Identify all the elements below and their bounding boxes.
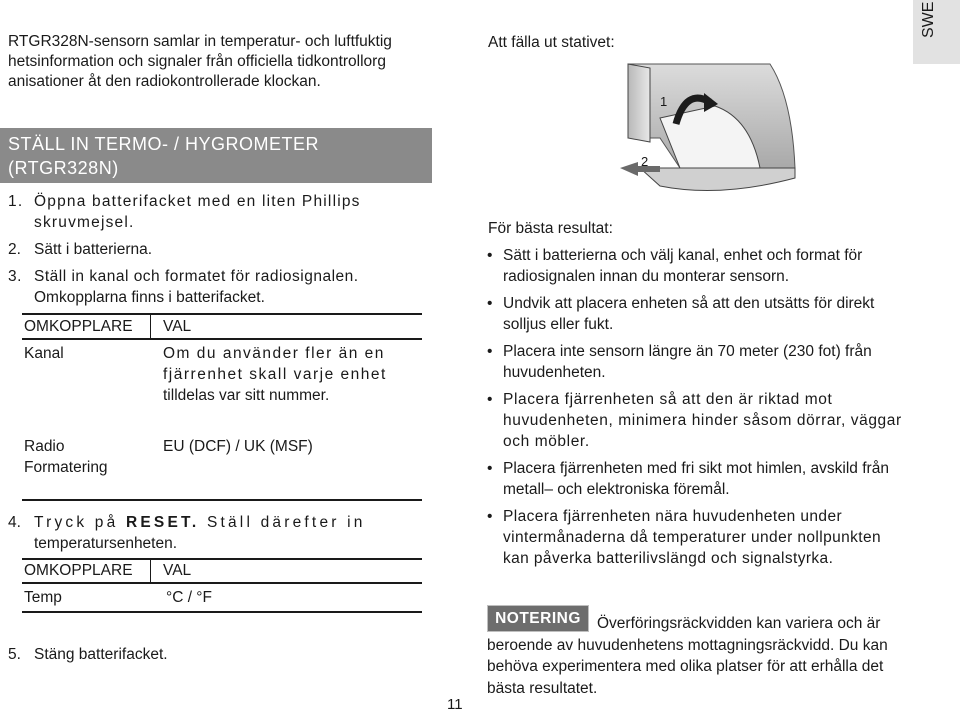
list-item-text: Sätt i batterierna och välj kanal, enhet och format för radiosignalen innan du monterar sensorn. [503, 247, 863, 285]
table1-header-divider [150, 313, 151, 339]
step-text: skruvmejsel. [34, 214, 135, 231]
table-cell-text: Formatering [24, 459, 108, 476]
table1-col2-header: VAL [163, 318, 192, 335]
step-2 [8, 239, 428, 260]
bullet-icon: • [487, 508, 493, 525]
list-item [487, 458, 907, 500]
stand-heading: Att fälla ut stativet: [488, 34, 615, 51]
table2-top-rule [22, 558, 422, 560]
list-item [487, 506, 907, 569]
list-item [487, 389, 907, 452]
step-text: Stäng batterifacket. [34, 646, 168, 663]
step-text: Sätt i batterierna. [34, 241, 153, 258]
table1-row1-label: Kanal [24, 345, 64, 362]
step-number: 1. [8, 193, 24, 210]
table2-header-rule [22, 582, 422, 584]
page-number: 11 [447, 696, 463, 713]
table-cell-text: Radio [24, 438, 65, 455]
best-results-heading: För bästa resultat: [488, 220, 613, 237]
table1-row2-label [24, 436, 108, 478]
step-1 [8, 191, 428, 233]
list-item-text: Placera fjärrenheten med fri sikt mot himlen, avskild från metall– och elektroniska föremål. [503, 460, 889, 498]
figure-label-2: 2 [641, 154, 649, 169]
list-item-text: Placera fjärrenheten nära huvudenheten under vintermånaderna då temperaturer under nollpunkten kan påverka batterilivslängd och signalstyrka. [503, 508, 882, 567]
step-text: Ställ in kanal och formatet för radiosignalen. [34, 268, 359, 285]
table2-col2-header: VAL [163, 562, 192, 579]
language-tab-label: SWE [920, 1, 937, 38]
step-text: Omkopplarna finns i batterifacket. [34, 289, 265, 306]
bullet-icon: • [487, 295, 493, 312]
table1-row2-value: EU (DCF) / UK (MSF) [163, 438, 313, 455]
table1-col1-header: OMKOPPLARE [24, 318, 133, 335]
step-number: 5. [8, 646, 21, 663]
step-text: Tryck på [34, 514, 126, 531]
list-item-text: Placera inte sensorn längre än 70 meter (230 fot) från huvudenheten. [503, 343, 872, 381]
section-heading-line1: STÄLL IN TERMO- / HYGROMETER [8, 134, 320, 154]
step-number: 2. [8, 241, 21, 258]
table1-row1-value [163, 343, 413, 406]
section-heading-line2: (RTGR328N) [8, 158, 119, 178]
table-cell-text: Om du använder fler än en [163, 345, 385, 362]
bullet-icon: • [487, 460, 493, 477]
reset-label: RESET. [125, 514, 200, 531]
table-cell-text: fjärrenhet skall varje enhet [163, 366, 387, 383]
intro-paragraph: RTGR328N-sensorn samlar in temperatur- och luftfuktig hetsinformation och signaler från officiella tidkontrollorg anisationer åt den radiokontrollerade klockan. [8, 33, 392, 90]
step-number: 4. [8, 514, 21, 531]
table1-header-rule [22, 338, 422, 340]
table-cell-text: tilldelas var sitt nummer. [163, 387, 330, 404]
tips-list [487, 245, 907, 575]
step-text: Ställ därefter in [199, 514, 366, 531]
list-item-text: Placera fjärrenheten så att den är riktad mot huvudenheten, minimera hinder såsom dörrar, väggar och möbler. [503, 391, 902, 450]
step-3 [8, 266, 428, 308]
stand-illustration [620, 58, 800, 198]
figure-label-1: 1 [660, 94, 668, 109]
table1-top-rule [22, 313, 422, 315]
list-item-text: Undvik att placera enheten så att den utsätts för direkt solljus eller fukt. [503, 295, 875, 333]
bullet-icon: • [487, 247, 493, 264]
table2-col1-header: OMKOPPLARE [24, 562, 133, 579]
note-text: Överföringsräckvidden kan variera och är beroende av huvudenhetens mottagningsräckvidd. Du kan behöva experimentera med olika platser för att erhålla det bästa resultatet. [487, 615, 888, 697]
bullet-icon: • [487, 343, 493, 360]
section-heading [8, 132, 319, 180]
step-4 [8, 512, 428, 554]
list-item [487, 341, 907, 383]
table2-bottom-rule [22, 611, 422, 613]
step-text: Öppna batterifacket med en liten Phillips [34, 193, 361, 210]
bullet-icon: • [487, 391, 494, 408]
list-item [487, 293, 907, 335]
note-badge: NOTERING [487, 605, 589, 632]
table1-bottom-rule [22, 499, 422, 501]
table2-header-divider [150, 558, 151, 584]
step-number: 3. [8, 268, 22, 285]
list-item [487, 245, 907, 287]
step-text: temperatursenheten. [34, 535, 178, 552]
step-5 [8, 644, 428, 665]
table2-row-label: Temp [24, 589, 62, 606]
table2-row-value: °C / °F [166, 589, 212, 606]
